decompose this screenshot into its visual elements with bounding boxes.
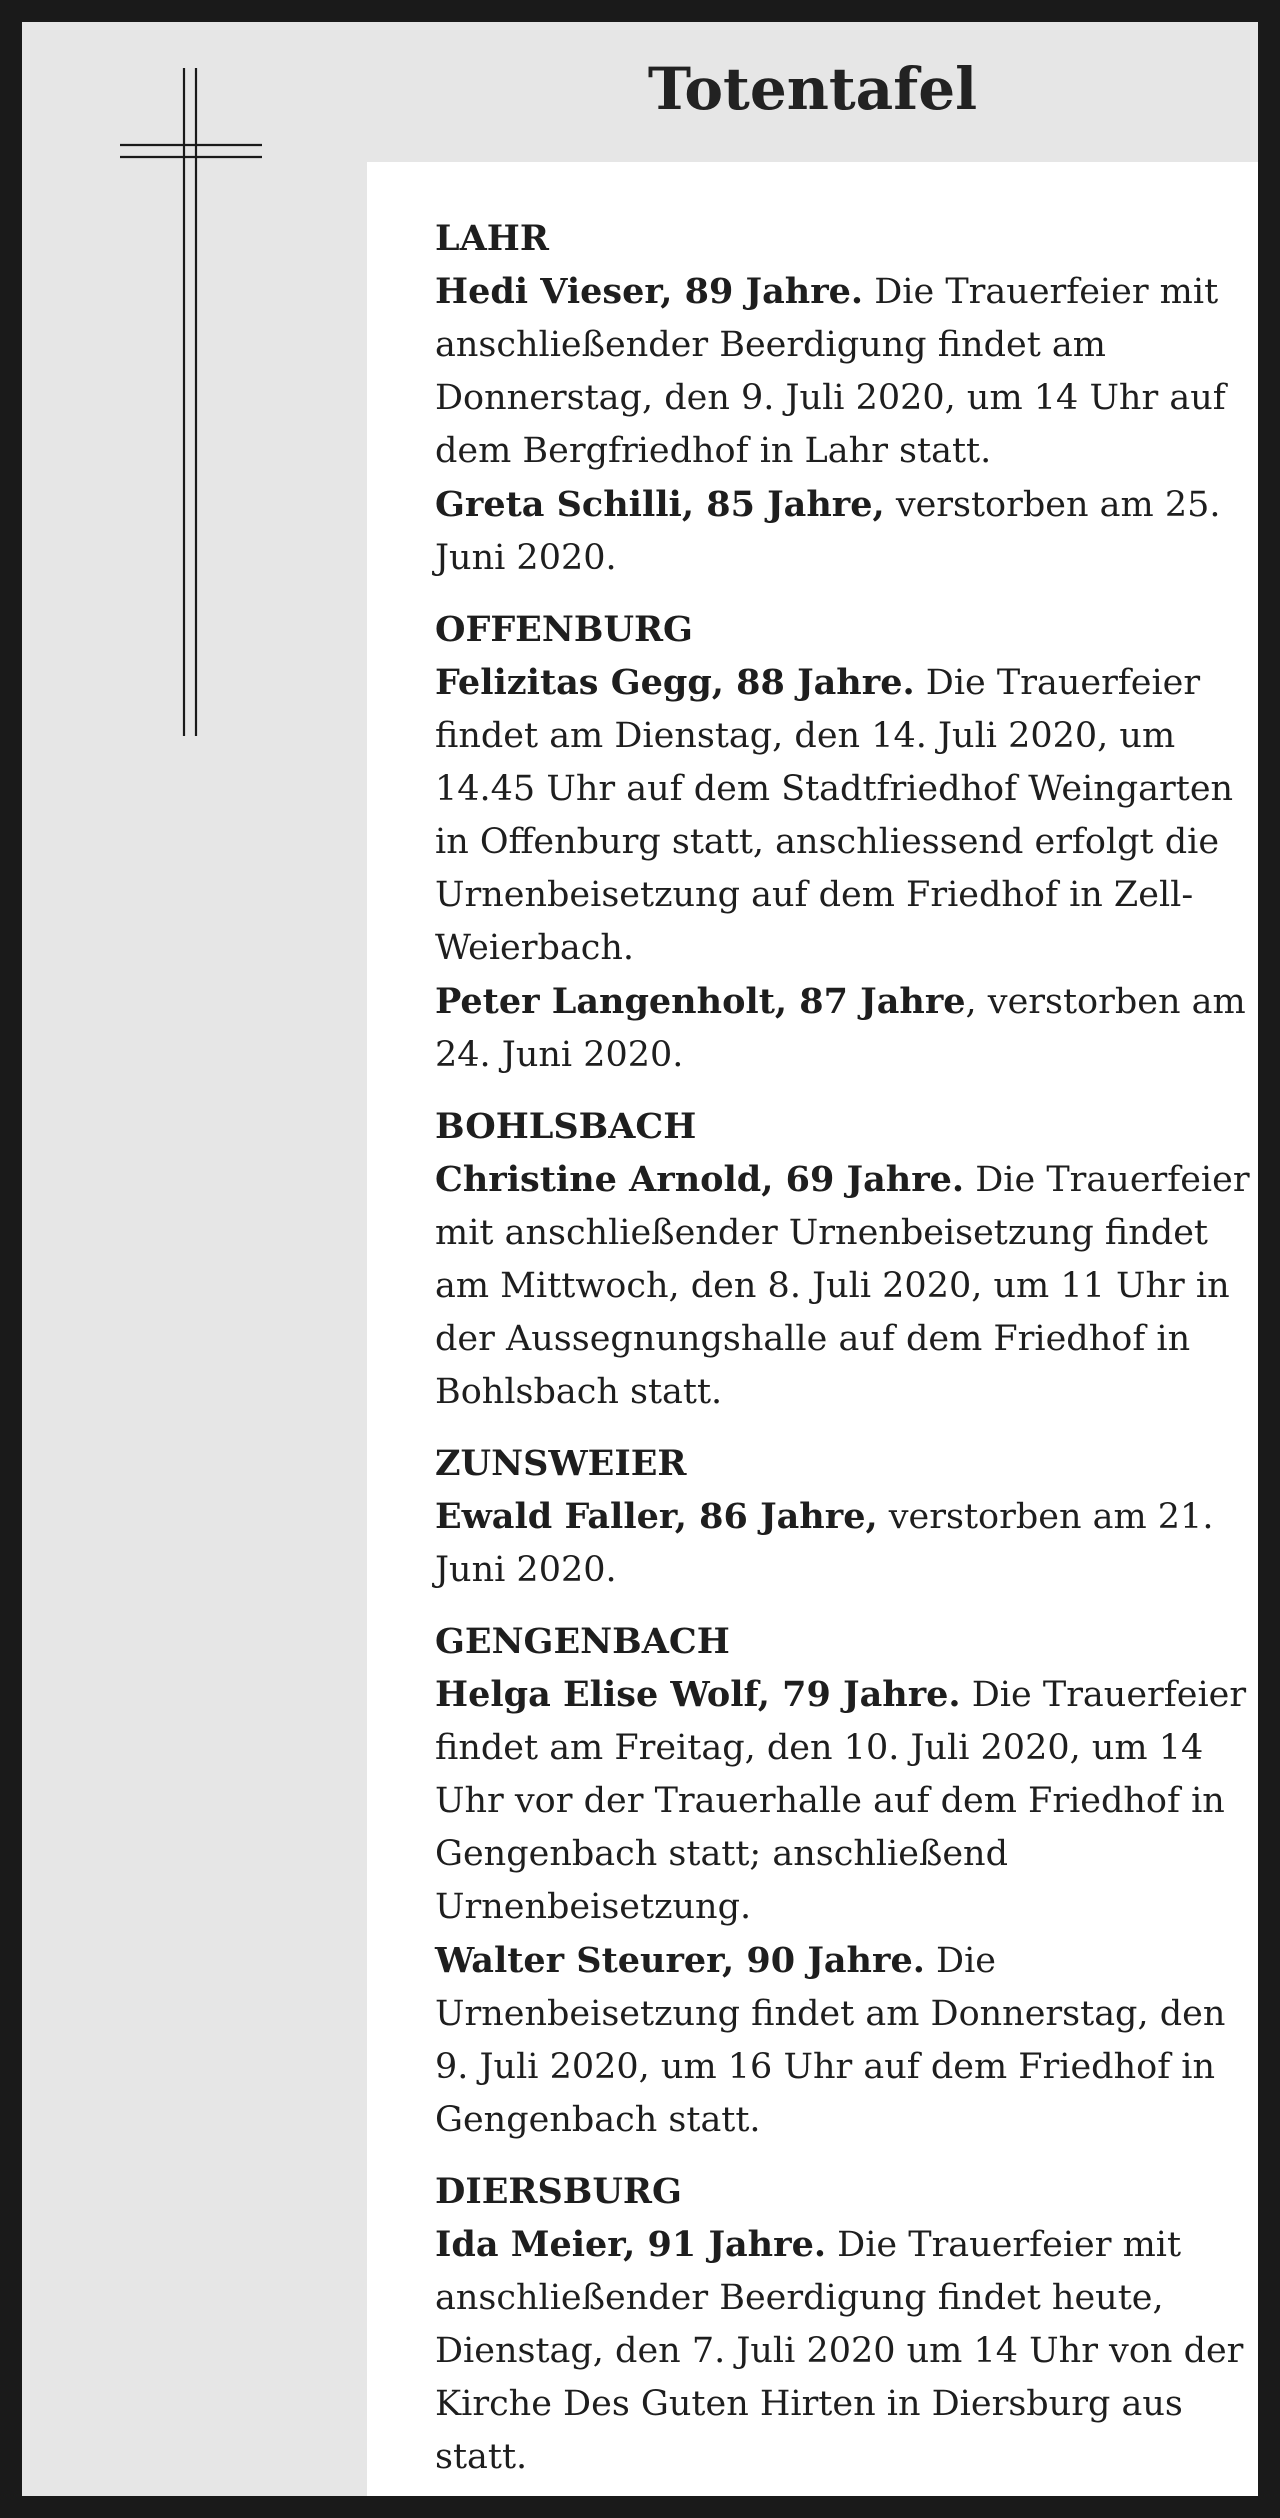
place-heading: LAHR [435,218,549,259]
obituary-entry [435,656,1251,975]
obituary-list [367,162,1258,2496]
obituary-entry [435,975,1251,1082]
place-heading: DIERSBURG [435,2171,682,2212]
obituary-section [435,603,1251,1082]
obituary-entry [435,1668,1251,1934]
obituary-section [435,1100,1251,1419]
deceased-name: Ida Meier, 91 Jahre. [435,2224,827,2265]
obituary-entry [435,1153,1251,1419]
entry-text: Die Urnenbeisetzung findet am Donnerstag, den 9. Juli 2020, um 16 Uhr auf dem Friedhof in Gengenbach statt. [435,1941,1226,2140]
obituary-entry [435,1934,1251,2147]
entry-text: Die Trauerfeier mit anschließender Beerdigung findet am Donnerstag, den 9. Juli 2020, um 14 Uhr auf dem Bergfriedhof in Lahr statt. [435,272,1226,471]
obituary-panel [22,22,1258,2496]
place-heading: OFFENBURG [435,609,693,650]
page-title: Totentafel [647,55,978,123]
deceased-name: Ewald Faller, 86 Jahre, [435,1496,878,1537]
entry-text: , verstorben am 24. Juni 2020. [435,982,1246,1075]
place-heading: BOHLSBACH [435,1106,697,1147]
obituary-entry [435,1490,1251,1597]
obituary-section [435,2165,1251,2484]
entry-text: verstorben am 21. Juni 2020. [435,1497,1214,1590]
obituary-section [435,1615,1251,2147]
deceased-name: Peter Langenholt, 87 Jahre [435,981,966,1022]
entry-text: verstorben am 25. Juni 2020. [435,485,1221,578]
obituary-entry [435,2218,1251,2484]
entry-text: Die Trauerfeier mit anschließender Urnenbeisetzung findet am Mittwoch, den 8. Juli 2020, um 11 Uhr in der Aussegnungshalle auf dem Friedhof in Bohlsbach statt. [435,1160,1250,1412]
entry-text: Die Trauerfeier findet am Freitag, den 10. Juli 2020, um 14 Uhr vor der Trauerhalle auf dem Friedhof in Gengenbach statt; anschließend Urnenbeisetzung. [435,1675,1247,1927]
entry-text: Die Trauerfeier mit anschließender Beerdigung findet heute, Dienstag, den 7. Juli 2020 um 14 Uhr von der Kirche Des Guten Hirten in Diersburg aus statt. [435,2225,1244,2477]
obituary-section [435,212,1251,585]
deceased-name: Walter Steurer, 90 Jahre. [435,1940,925,1981]
deceased-name: Greta Schilli, 85 Jahre, [435,484,885,525]
deceased-name: Helga Elise Wolf, 79 Jahre. [435,1674,961,1715]
place-heading: ZUNSWEIER [435,1443,687,1484]
obituary-entry [435,478,1251,585]
deceased-name: Felizitas Gegg, 88 Jahre. [435,662,915,703]
place-heading: GENGENBACH [435,1621,730,1662]
obituary-section [435,1437,1251,1597]
obituary-entry [435,265,1251,478]
entry-text: Die Trauerfeier findet am Dienstag, den 14. Juli 2020, um 14.45 Uhr auf dem Stadtfriedhof Weingarten in Offenburg statt, anschliessend erfolgt die Urnenbeisetzung auf dem Friedhof in Zell-Weierbach. [435,663,1234,968]
cross-icon [22,22,322,742]
deceased-name: Hedi Vieser, 89 Jahre. [435,271,864,312]
deceased-name: Christine Arnold, 69 Jahre. [435,1159,965,1200]
